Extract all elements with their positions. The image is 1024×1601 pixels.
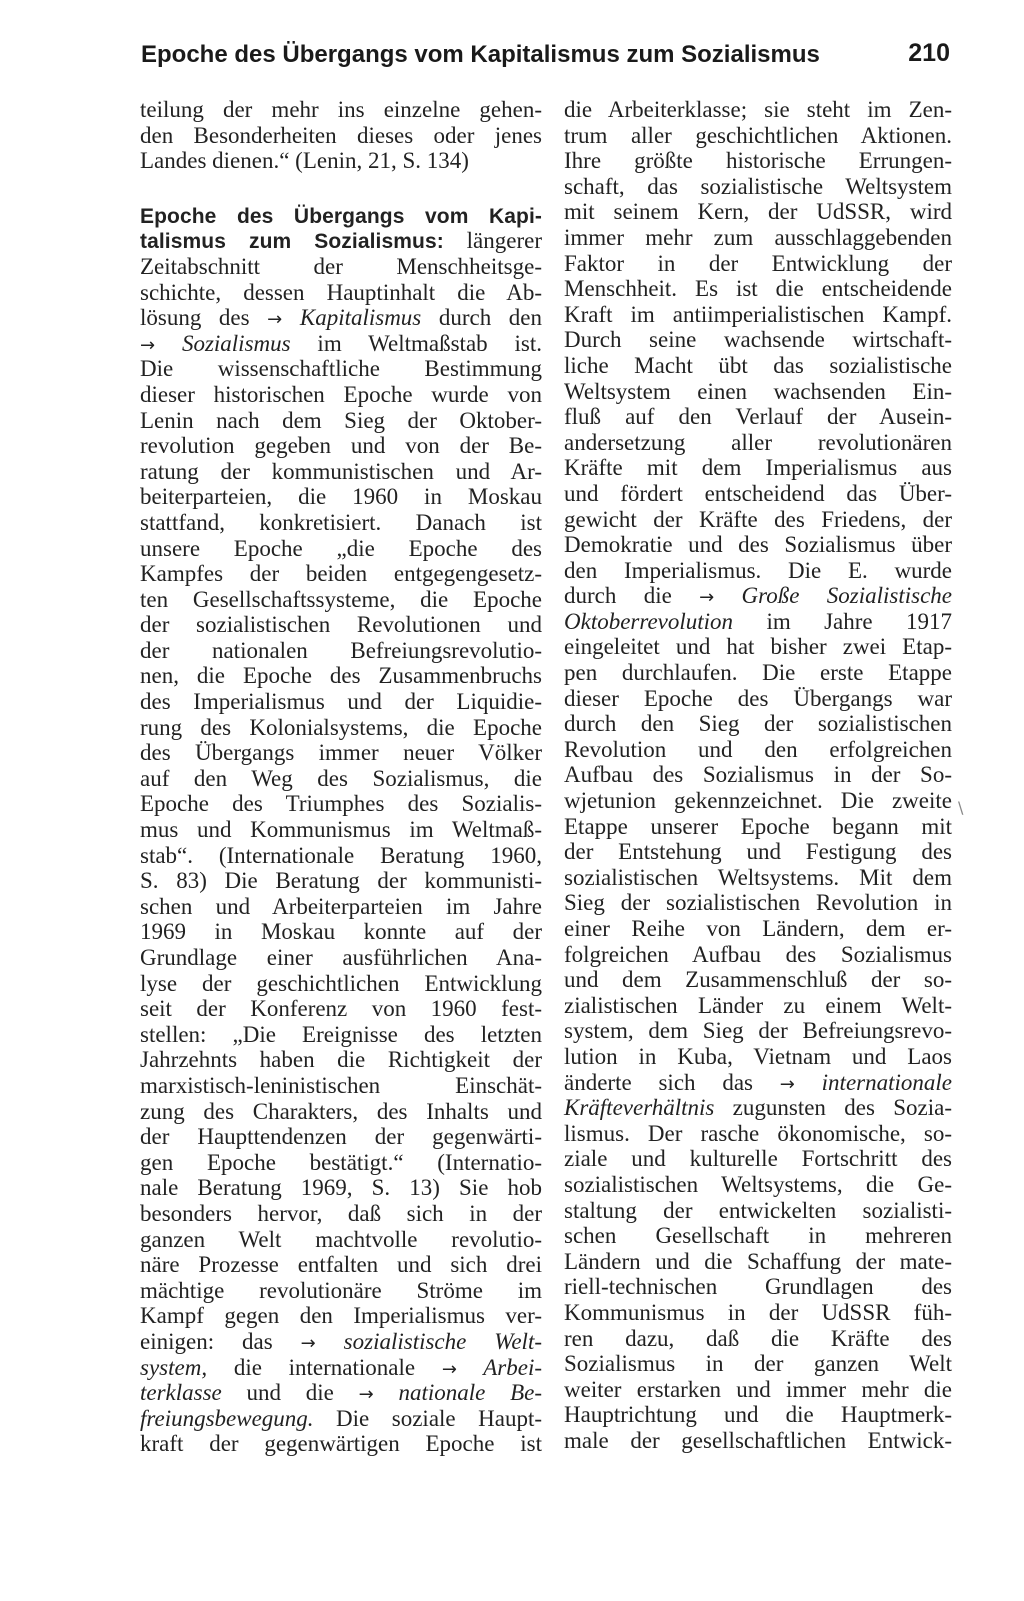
text-run: Ihre größte historische Errungen- (564, 148, 952, 174)
text-line (140, 612, 542, 638)
text-line (140, 331, 542, 357)
cross-reference: Kapitalismus (282, 305, 422, 331)
text-line (564, 1351, 952, 1377)
text-run: Die wissenschaftliche Bestimmung (140, 356, 542, 382)
text-line (564, 276, 952, 302)
text-line (140, 1175, 542, 1201)
text-run: Kraft im antiimperialistischen Kampf. (564, 301, 952, 327)
text-run: system, dem Sieg der Befreiungsrevo- (564, 1018, 952, 1044)
text-line (140, 1303, 542, 1329)
text-line (140, 1047, 542, 1073)
arrow-icon: → (358, 1384, 374, 1406)
cross-reference: Arbei- (456, 1354, 542, 1380)
cross-reference: sozialistische Welt- (315, 1328, 542, 1354)
text-run: stab“. (Internationale Beratung 1960, (140, 842, 542, 868)
text-run: durch die (564, 583, 700, 609)
text-line (564, 737, 952, 763)
text-line (140, 1355, 542, 1381)
cross-reference: system, (140, 1354, 208, 1380)
text-run: im Weltmaßstab ist. (290, 330, 542, 356)
text-run: Ländern und die Schaffung der mate- (564, 1248, 952, 1274)
text-line (564, 379, 952, 405)
text-line (564, 1146, 952, 1172)
text-line (564, 558, 952, 584)
text-run: den Besonderheiten dieses oder jenes (140, 122, 542, 148)
text-run: unsere Epoche „die Epoche des (140, 535, 542, 561)
text-run: und die (221, 1380, 359, 1406)
text-run: den Imperialismus. Die E. wurde (564, 557, 952, 583)
text-run: Sieg der sozialistischen Revolution in (564, 890, 952, 916)
text-line (140, 996, 542, 1022)
text-run: einer Reihe von Ländern, dem er- (564, 916, 952, 941)
text-run: Demokratie und des Sozialismus über (564, 532, 952, 558)
text-run: des Imperialismus und der Liquidie- (140, 689, 542, 715)
text-run: gen Epoche bestätigt.“ (Internatio- (140, 1149, 542, 1175)
text-line (140, 510, 542, 536)
text-line (564, 634, 952, 660)
text-run: Kommunismus in der UdSSR füh- (564, 1299, 952, 1325)
text-line (140, 971, 542, 997)
text-line (564, 1428, 952, 1454)
text-run: Kampfes der beiden entgegengesetz- (140, 561, 542, 587)
text-run: pen durchlaufen. Die erste Etappe (564, 660, 952, 686)
text-run: näre Prozesse entfalten und sich drei (140, 1252, 542, 1278)
text-run: Grundlage einer ausführlichen Ana- (140, 945, 542, 970)
text-run: eingeleitet und hat bisher zwei Etap- (564, 634, 952, 660)
text-line (140, 203, 542, 229)
text-run: der Haupttendenzen der gegenwärti- (140, 1124, 542, 1150)
text-run: fluß auf den Verlauf der Ausein- (564, 404, 952, 430)
text-run: Weltsystem einen wachsenden Ein- (564, 378, 952, 404)
text-run: im Jahre 1917 (733, 608, 952, 634)
text-run: Durch seine wachsende wirtschaft- (564, 327, 952, 353)
text-run: Hauptrichtung und die Hauptmerk- (564, 1402, 952, 1428)
text-line (564, 686, 952, 712)
text-run: des Übergangs immer neuer Völker (140, 740, 542, 766)
text-run: lyse der geschichtlichen Entwicklung (140, 970, 542, 996)
paragraph-gap (140, 174, 542, 203)
text-run: Lenin nach dem Sieg der Oktober- (140, 407, 542, 433)
arrow-icon: → (779, 1073, 795, 1095)
text-line (140, 766, 542, 792)
text-line (564, 123, 952, 149)
text-line (140, 817, 542, 843)
cross-reference: freiungsbewegung. (140, 1405, 314, 1431)
page-number: 210 (908, 39, 950, 67)
cross-reference: Kräfteverhältnis (564, 1095, 715, 1121)
text-line (564, 916, 952, 942)
text-run: besonders hervor, daß sich in der (140, 1200, 542, 1226)
text-line (564, 430, 952, 456)
text-run: ren dazu, daß die Kräfte des (564, 1325, 952, 1351)
text-run: Epoche des Triumphes des Sozialis- (140, 791, 542, 817)
text-line (140, 689, 542, 715)
text-line (140, 1150, 542, 1176)
text-line (564, 1249, 952, 1275)
text-line (564, 1044, 952, 1070)
text-line (140, 1278, 542, 1304)
text-line (140, 868, 542, 894)
text-run: zialistischen Länder zu einem Welt- (564, 992, 952, 1018)
text-run: trum aller geschichtlichen Aktionen. (564, 122, 952, 148)
arrow-icon: → (441, 1358, 457, 1380)
text-line (140, 280, 542, 306)
text-run: durch den (421, 305, 543, 331)
text-line (564, 1326, 952, 1352)
text-run: dieser Epoche des Übergangs war (564, 685, 952, 711)
text-run: Zeitabschnitt der Menschheitsge- (140, 253, 542, 279)
text-line (564, 1095, 952, 1121)
text-run: nale Beratung 1969, S. 13) Sie hob (140, 1175, 542, 1201)
text-line (564, 993, 952, 1019)
text-run: Sozialismus in der ganzen Welt (564, 1351, 952, 1377)
text-run: Menschheit. Es ist die entscheidende (564, 276, 952, 302)
text-run: ratung der kommunistischen und Ar- (140, 458, 542, 484)
text-line (564, 660, 952, 686)
text-line (564, 97, 952, 123)
text-run: Kampf gegen den Imperialismus ver- (140, 1303, 542, 1329)
text-line (140, 459, 542, 485)
text-line (564, 1070, 952, 1096)
text-line (564, 1198, 952, 1224)
text-line (140, 484, 542, 510)
text-run: beiterparteien, die 1960 in Moskau (140, 484, 542, 510)
text-line (140, 945, 542, 971)
text-run: folgreichen Aufbau des Sozialismus (564, 941, 952, 967)
text-run: lution in Kuba, Vietnam und Laos (564, 1043, 952, 1069)
text-line (140, 740, 542, 766)
text-line (564, 1172, 952, 1198)
text-run: male der gesellschaftlichen Entwick- (564, 1427, 952, 1453)
text-run: zugunsten des Sozia- (714, 1095, 952, 1121)
text-run: Landes dienen.“ (Lenin, 21, S. 134) (140, 148, 469, 174)
cross-reference: Große Sozialistische (714, 583, 953, 609)
text-run: 1969 in Moskau konnte auf der (140, 919, 542, 945)
text-run: stellen: „Die Ereignisse des letzten (140, 1021, 542, 1047)
text-run: der Entstehung und Festigung des (564, 839, 952, 865)
text-run: mus und Kommunismus im Weltmaß- (140, 817, 542, 843)
text-line (564, 148, 952, 174)
text-run: der sozialistischen Revolutionen und (140, 612, 542, 638)
text-run: riell-technischen Grundlagen des (564, 1274, 952, 1300)
text-line (140, 382, 542, 408)
right-text-column (564, 97, 952, 1453)
text-run: seit der Konferenz von 1960 fest- (140, 996, 542, 1022)
text-line (140, 433, 542, 459)
text-line (140, 123, 542, 149)
text-line (140, 228, 542, 254)
text-line (140, 408, 542, 434)
text-line (564, 583, 952, 609)
arrow-icon: → (267, 309, 283, 331)
text-line (564, 174, 952, 200)
text-line (564, 1223, 952, 1249)
text-run: nen, die Epoche des Zusammenbruchs (140, 663, 542, 689)
cross-reference: internationale (794, 1069, 952, 1095)
text-run: liche Macht übt das sozialistische (564, 352, 952, 378)
text-line (564, 711, 952, 737)
text-run: Aufbau des Sozialismus in der So- (564, 762, 952, 788)
running-title: Epoche des Übergangs vom Kapitalismus zum Sozialismus (141, 41, 820, 68)
text-line (140, 536, 542, 562)
margin-mark: \ (958, 798, 964, 817)
text-run: zung des Charakters, des Inhalts und (140, 1098, 542, 1124)
text-line (140, 638, 542, 664)
text-run: immer mehr zum ausschlaggebenden (564, 224, 952, 250)
text-run: schen Gesellschaft in mehreren (564, 1223, 952, 1249)
text-line (564, 967, 952, 993)
text-line (564, 762, 952, 788)
text-run: und dem Zusammenschluß der so- (564, 967, 952, 993)
text-run: Revolution und den erfolgreichen (564, 736, 952, 762)
text-run: schichte, dessen Hauptinhalt die Ab- (140, 279, 542, 305)
entry-heading: talismus zum Sozialismus: (140, 230, 444, 254)
text-line (564, 302, 952, 328)
text-line (564, 507, 952, 533)
text-run: lismus. Der rasche ökonomische, so- (564, 1120, 952, 1146)
text-run: marxistisch-leninistischen Einschät- (140, 1072, 542, 1098)
text-run: die Arbeiterklasse; sie steht im Zen- (564, 97, 952, 122)
text-run: sozialistischen Weltsystems, die Ge- (564, 1171, 952, 1197)
text-line (140, 663, 542, 689)
text-run: staltung der entwickelten sozialisti- (564, 1197, 952, 1223)
text-line (140, 254, 542, 280)
text-run: Etappe unserer Epoche begann mit (564, 813, 952, 839)
text-line (140, 1099, 542, 1125)
text-line (140, 1252, 542, 1278)
text-run: auf den Weg des Sozialismus, die (140, 765, 542, 791)
text-run: weiter erstarken und immer mehr die (564, 1376, 952, 1402)
text-line (564, 788, 952, 814)
text-line (564, 865, 952, 891)
text-line (564, 1300, 952, 1326)
cross-reference: Oktoberrevolution (564, 608, 734, 634)
text-line (140, 587, 542, 613)
text-run: mit seinem Kern, der UdSSR, wird (564, 199, 952, 225)
text-line (564, 839, 952, 865)
text-line (564, 327, 952, 353)
text-line (564, 353, 952, 379)
text-line (564, 199, 952, 225)
text-line (564, 251, 952, 277)
text-run: revolution gegeben und von der Be- (140, 433, 542, 459)
text-line (140, 148, 542, 174)
text-line (564, 1274, 952, 1300)
left-text-column (140, 97, 542, 1457)
entry-heading: Epoche des Übergangs vom Kapi- (140, 204, 542, 228)
arrow-icon: → (140, 334, 156, 356)
text-line (564, 890, 952, 916)
text-line (140, 1073, 542, 1099)
text-run: S. 83) Die Beratung der kommunisti- (140, 868, 542, 894)
text-run: sozialistischen Weltsystems. Mit dem (564, 864, 952, 890)
text-line (140, 1124, 542, 1150)
text-line (140, 919, 542, 945)
text-run: die internationale (207, 1354, 442, 1380)
text-line (564, 1018, 952, 1044)
text-run: Faktor in der Entwicklung der (564, 250, 952, 276)
text-run: der nationalen Befreiungsrevolutio- (140, 637, 542, 663)
text-run: teilung der mehr ins einzelne gehen- (140, 97, 542, 122)
cross-reference: Sozialismus (155, 330, 291, 356)
cross-reference: terklasse (140, 1380, 222, 1406)
text-line (564, 609, 952, 635)
text-run: längerer (443, 228, 542, 254)
text-line (564, 481, 952, 507)
text-line (140, 791, 542, 817)
text-line (140, 97, 542, 123)
text-line (140, 715, 542, 741)
text-run: kraft der gegenwärtigen Epoche ist (140, 1431, 542, 1457)
text-run: Jahrzehnts haben die Richtigkeit der (140, 1047, 542, 1073)
text-line (140, 561, 542, 587)
text-line (564, 942, 952, 968)
arrow-icon: → (699, 587, 715, 609)
text-line (140, 1201, 542, 1227)
text-run: ziale und kulturelle Fortschritt des (564, 1146, 952, 1172)
text-line (140, 1022, 542, 1048)
cross-reference: nationale Be- (373, 1380, 542, 1406)
text-run: schen und Arbeiterparteien im Jahre (140, 893, 542, 919)
text-line (140, 894, 542, 920)
text-run: Kräfte mit dem Imperialismus aus (564, 455, 952, 481)
text-run: ganzen Welt machtvolle revolutio- (140, 1226, 542, 1252)
arrow-icon: → (300, 1332, 316, 1354)
text-run: wjetunion gekennzeichnet. Die zweite (564, 788, 952, 814)
text-run: einigen: das (140, 1328, 301, 1354)
text-line (564, 404, 952, 430)
text-line (564, 532, 952, 558)
text-line (564, 1402, 952, 1428)
text-run: und fördert entscheidend das Über- (564, 480, 952, 506)
text-run: ten Gesellschaftssysteme, die Epoche (140, 586, 542, 612)
text-line (564, 1377, 952, 1403)
text-line (564, 455, 952, 481)
text-run: schaft, das sozialistische Weltsystem (564, 173, 952, 199)
text-line (564, 225, 952, 251)
text-line (140, 1227, 542, 1253)
text-line (564, 814, 952, 840)
text-run: änderte sich das (564, 1069, 780, 1095)
text-run: mächtige revolutionäre Ströme im (140, 1277, 542, 1303)
text-line (140, 356, 542, 382)
text-line (140, 1406, 542, 1432)
text-line (564, 1121, 952, 1147)
text-line (140, 1380, 542, 1406)
text-line (140, 843, 542, 869)
text-run: gewicht der Kräfte des Friedens, der (564, 506, 952, 532)
text-run: Die soziale Haupt- (313, 1405, 542, 1431)
text-run: dieser historischen Epoche wurde von (140, 381, 542, 407)
text-run: lösung des (140, 305, 268, 331)
text-line (140, 1431, 542, 1457)
text-line (140, 305, 542, 331)
text-line (140, 1329, 542, 1355)
text-run: stattfand, konkretisiert. Danach ist (140, 509, 542, 535)
text-run: andersetzung aller revolutionären (564, 429, 952, 455)
text-run: durch den Sieg der sozialistischen (564, 711, 952, 737)
text-run: rung des Kolonialsystems, die Epoche (140, 714, 542, 740)
